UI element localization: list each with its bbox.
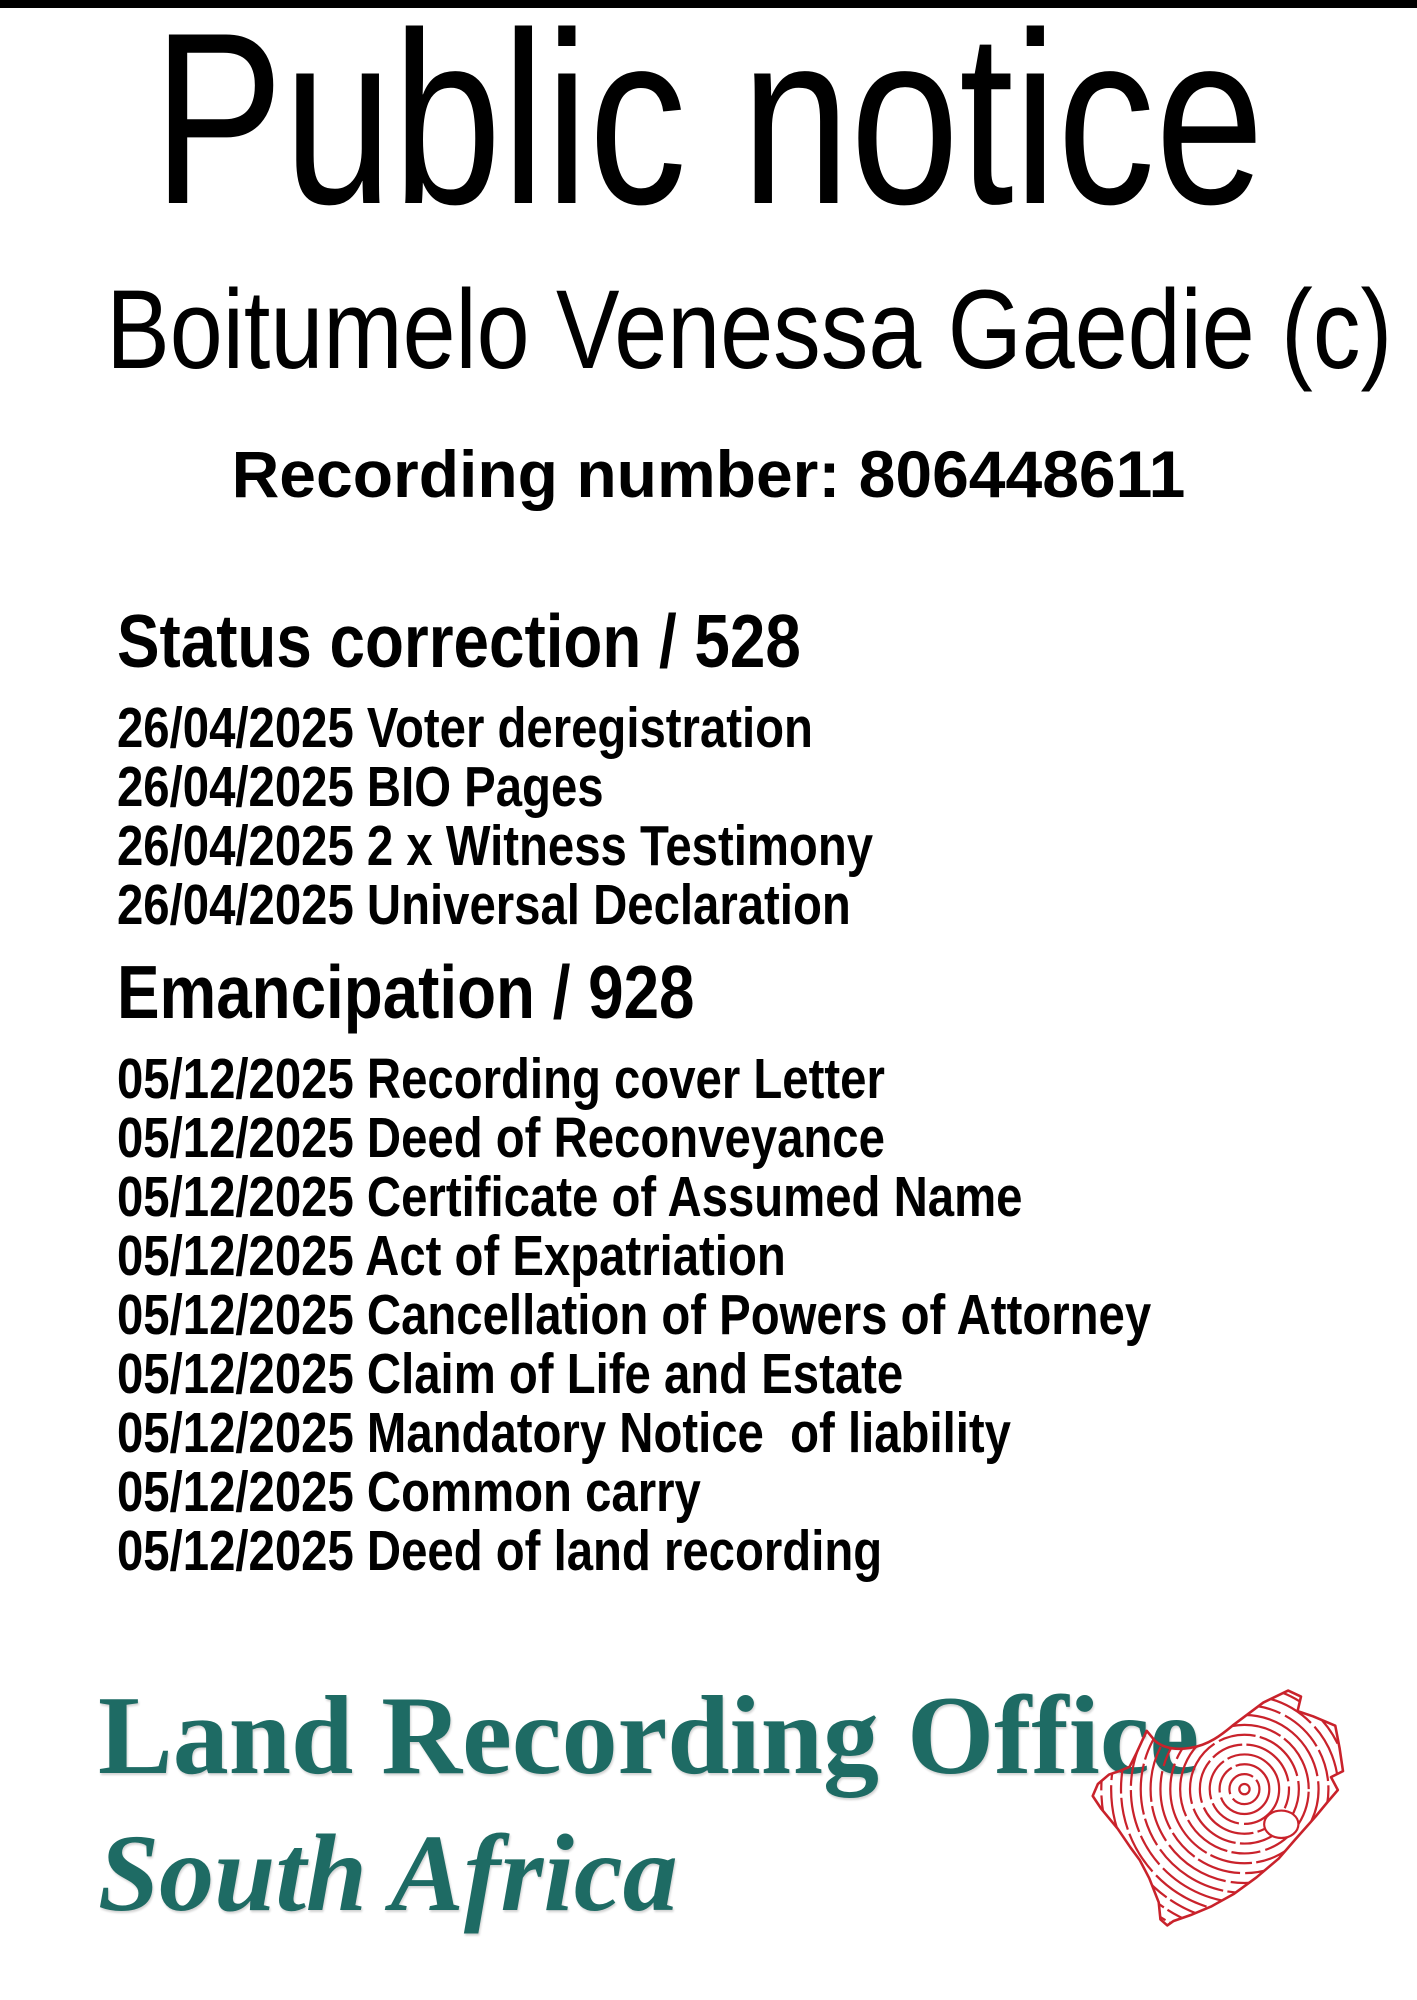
- item-date: 05/12/2025: [117, 1106, 354, 1170]
- list-item: [117, 1342, 1146, 1406]
- item-date: 26/04/2025: [117, 873, 354, 937]
- list-item: [117, 1047, 1146, 1111]
- section-item-list: [117, 1047, 1357, 1583]
- list-item: [117, 1224, 1146, 1288]
- item-date: 05/12/2025: [117, 1342, 354, 1406]
- recording-number-line: Recording number: 806448611: [231, 437, 1186, 511]
- list-item: [117, 814, 1146, 878]
- item-date: 05/12/2025: [117, 1047, 354, 1111]
- fingerprint-ring: [1086, 1688, 1348, 1928]
- section-item-list: [117, 696, 1357, 937]
- item-date: 26/04/2025: [117, 755, 354, 819]
- item-date: 05/12/2025: [117, 1283, 354, 1347]
- fingerprint-ring: [1091, 1688, 1348, 1928]
- fingerprint-ring: [1229, 1774, 1259, 1804]
- fingerprint-ring: [1086, 1688, 1348, 1928]
- item-date: 05/12/2025: [117, 1460, 354, 1524]
- fingerprint-ring: [1170, 1715, 1318, 1863]
- item-date: 26/04/2025: [117, 696, 354, 760]
- item-text: Mandatory Notice of liability: [366, 1401, 1011, 1465]
- item-text: Deed of Reconveyance: [366, 1106, 885, 1170]
- list-item: [117, 1283, 1152, 1347]
- fingerprint-ring: [1101, 1688, 1348, 1928]
- sections: [117, 599, 1357, 1583]
- list-item: [117, 1165, 1146, 1229]
- item-text: Cancellation of Powers of Attorney: [366, 1283, 1152, 1347]
- item-text: 2 x Witness Testimony: [366, 814, 874, 878]
- fingerprint-ring: [1160, 1705, 1328, 1873]
- item-text: Common carry: [366, 1460, 701, 1524]
- footer-org-region: South Africa: [98, 1812, 678, 1934]
- item-text: Voter deregistration: [366, 696, 813, 760]
- list-item: [117, 1401, 1146, 1465]
- subject-name: Boitumelo Venessa Gaedie (c): [106, 267, 1393, 392]
- item-text: Deed of land recording: [366, 1519, 883, 1583]
- item-date: 05/12/2025: [117, 1401, 354, 1465]
- list-item: [117, 1460, 1146, 1524]
- fingerprint-ring: [1086, 1688, 1348, 1928]
- item-text: Recording cover Letter: [366, 1047, 885, 1111]
- item-date: 05/12/2025: [117, 1519, 354, 1583]
- item-date: 05/12/2025: [117, 1224, 354, 1288]
- item-text: Universal Declaration: [366, 873, 851, 937]
- fingerprint-ring: [1220, 1764, 1270, 1814]
- list-item: [117, 755, 1146, 819]
- item-text: Certificate of Assumed Name: [366, 1165, 1023, 1229]
- item-date: 26/04/2025: [117, 814, 354, 878]
- list-item: [117, 873, 1146, 937]
- fingerprint-ring: [1111, 1688, 1348, 1922]
- lesotho-hole: [1264, 1811, 1298, 1838]
- fingerprint-ring: [1086, 1688, 1348, 1928]
- item-date: 05/12/2025: [117, 1165, 354, 1229]
- section-heading: Emancipation / 928: [117, 950, 695, 1034]
- fingerprint-ring: [1239, 1784, 1249, 1794]
- footer-org-name: Land Recording Office: [98, 1674, 1200, 1798]
- item-text: Act of Expatriation: [365, 1224, 786, 1288]
- fingerprint-ring: [1151, 1695, 1339, 1883]
- section-heading: Status correction / 528: [117, 599, 801, 683]
- page-title: Public notice: [152, 0, 1265, 255]
- item-text: Claim of Life and Estate: [366, 1342, 904, 1406]
- south-africa-fingerprint-map-icon: [1086, 1688, 1348, 1928]
- list-item: [117, 696, 1146, 760]
- item-text: BIO Pages: [366, 755, 604, 819]
- list-item: [117, 1519, 1146, 1583]
- list-item: [117, 1106, 1146, 1170]
